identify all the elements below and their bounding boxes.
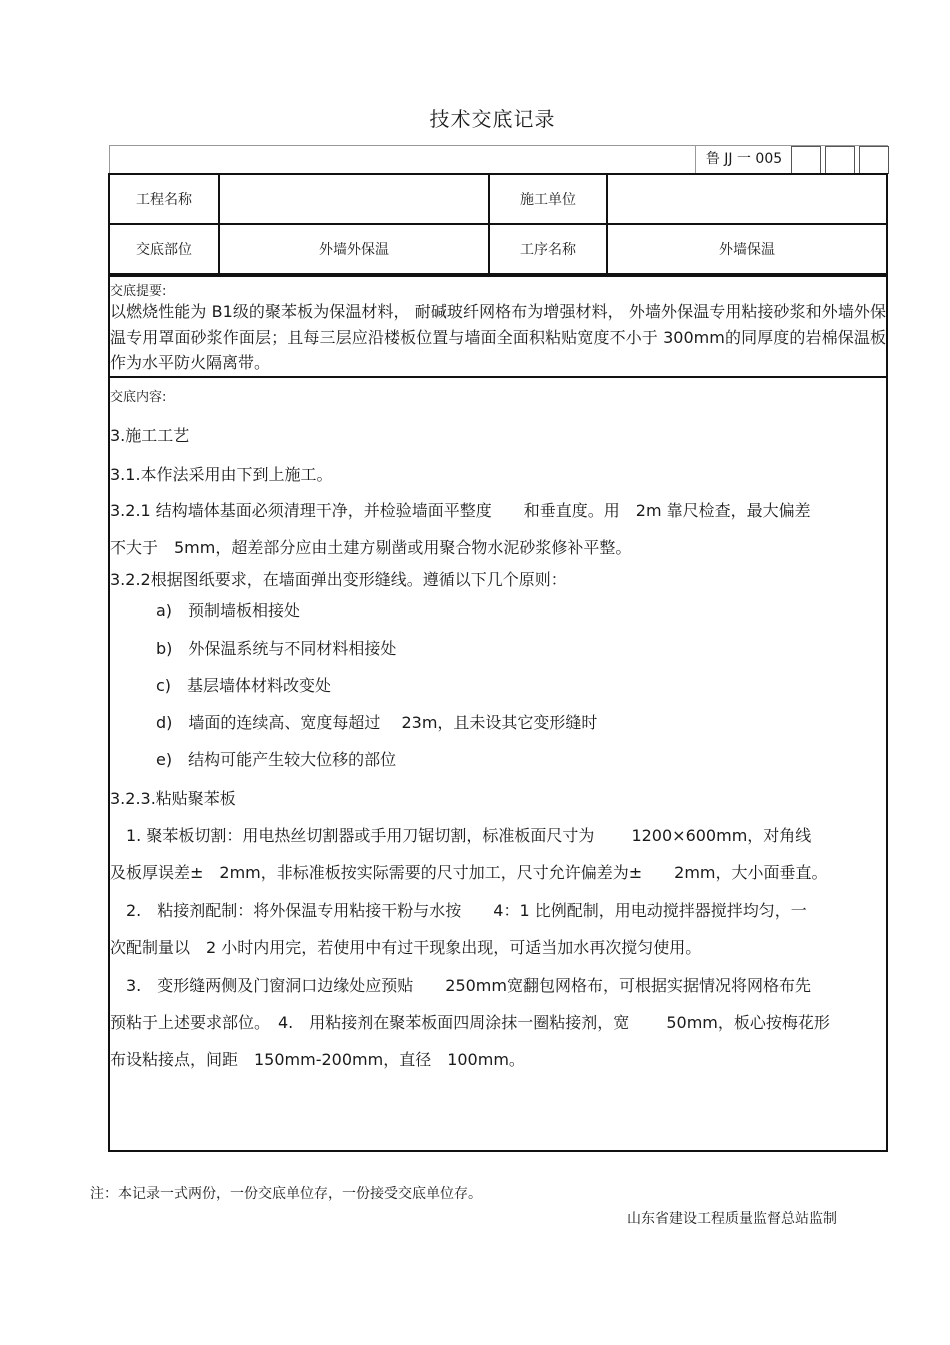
summary-section bbox=[108, 275, 888, 378]
footer-note: 注：本记录一式两份，一份交底单位存，一份接受交底单位存。 bbox=[90, 1186, 482, 1202]
content-line: 3.施工工艺 bbox=[110, 426, 190, 445]
doc-code: 鲁 JJ 一 005 bbox=[695, 146, 792, 174]
paste-line: 1. 聚苯板切割：用电热丝切割器或手用刀锯切割，标准板面尺寸为 1200×600mm，对角线 bbox=[110, 826, 812, 845]
principle-item: e) 结构可能产生较大位移的部位 bbox=[156, 750, 397, 769]
principle-item: a) 预制墙板相接处 bbox=[156, 601, 301, 620]
paste-line: 2. 粘接剂配制：将外保温专用粘接干粉与水按 4：1 比例配制，用电动搅拌器搅拌均匀，一 bbox=[110, 901, 807, 920]
content-label: 交底内容: bbox=[110, 390, 167, 405]
code-box-2 bbox=[825, 146, 855, 174]
content-line: 3.2.2根据图纸要求，在墙面弹出变形缝线。遵循以下几个原则： bbox=[110, 570, 567, 589]
part-label: 交底部位 bbox=[109, 224, 219, 274]
page-title: 技术交底记录 bbox=[429, 107, 556, 131]
content-line: 不大于 5mm，超差部分应由土建方剔凿或用聚合物水泥砂浆修补平整。 bbox=[110, 538, 632, 557]
contractor-value bbox=[607, 174, 887, 224]
doc-code-bar bbox=[109, 145, 888, 173]
part-value: 外墙外保温 bbox=[219, 224, 489, 274]
process-label: 工序名称 bbox=[489, 224, 607, 274]
paste-line: 预粘于上述要求部位。 4. 用粘接剂在聚苯板面四周涂抹一圈粘接剂，宽 50mm，板心按梅花形 bbox=[110, 1013, 830, 1032]
project-value bbox=[219, 174, 489, 224]
code-box-1 bbox=[791, 146, 821, 174]
principle-item: b) 外保温系统与不同材料相接处 bbox=[156, 639, 397, 658]
paste-line: 布设粘接点，间距 150mm-200mm，直径 100mm。 bbox=[110, 1050, 525, 1069]
paste-line: 及板厚误差± 2mm，非标准板按实际需要的尺寸加工，尺寸允许偏差为± 2mm，大小面垂直。 bbox=[110, 863, 828, 882]
principle-item: c) 基层墙体材料改变处 bbox=[156, 676, 332, 695]
contractor-label: 施工单位 bbox=[489, 174, 607, 224]
paste-line: 3. 变形缝两侧及门窗洞口边缘处应预贴 250mm宽翻包网格布，可根据实据情况将网格布先 bbox=[110, 976, 811, 995]
content-line: 3.1.本作法采用由下到上施工。 bbox=[110, 465, 333, 484]
paste-heading: 3.2.3.粘贴聚苯板 bbox=[110, 789, 236, 808]
code-box-3 bbox=[859, 146, 889, 174]
info-table bbox=[108, 173, 888, 275]
content-line: 3.2.1 结构墙体基面必须清理干净，并检验墙面平整度 和垂直度。用 2m 靠尺检查，最大偏差 bbox=[110, 501, 811, 520]
summary-text: 以燃烧性能为 B1级的聚苯板为保温材料， 耐碱玻纤网格布为增强材料， 外墙外保温专用粘接砂浆和外墙外保温专用罩面砂浆作面层；且每三层应沿楼板位置与墙面全面积粘贴宽度不小于 300mm的同厚度的岩棉保温板作为水平防火隔离带。 bbox=[110, 302, 886, 372]
content-section bbox=[108, 378, 888, 1152]
summary-label: 交底提要: bbox=[110, 284, 167, 299]
footer-issuer: 山东省建设工程质量监督总站监制 bbox=[627, 1211, 837, 1227]
paste-line: 次配制量以 2 小时内用完，若使用中有过干现象出现，可适当加水再次搅匀使用。 bbox=[110, 938, 702, 957]
principle-item: d) 墙面的连续高、宽度每超过 23m，且未设其它变形缝时 bbox=[156, 713, 598, 732]
process-value: 外墙保温 bbox=[607, 224, 887, 274]
project-label: 工程名称 bbox=[109, 174, 219, 224]
